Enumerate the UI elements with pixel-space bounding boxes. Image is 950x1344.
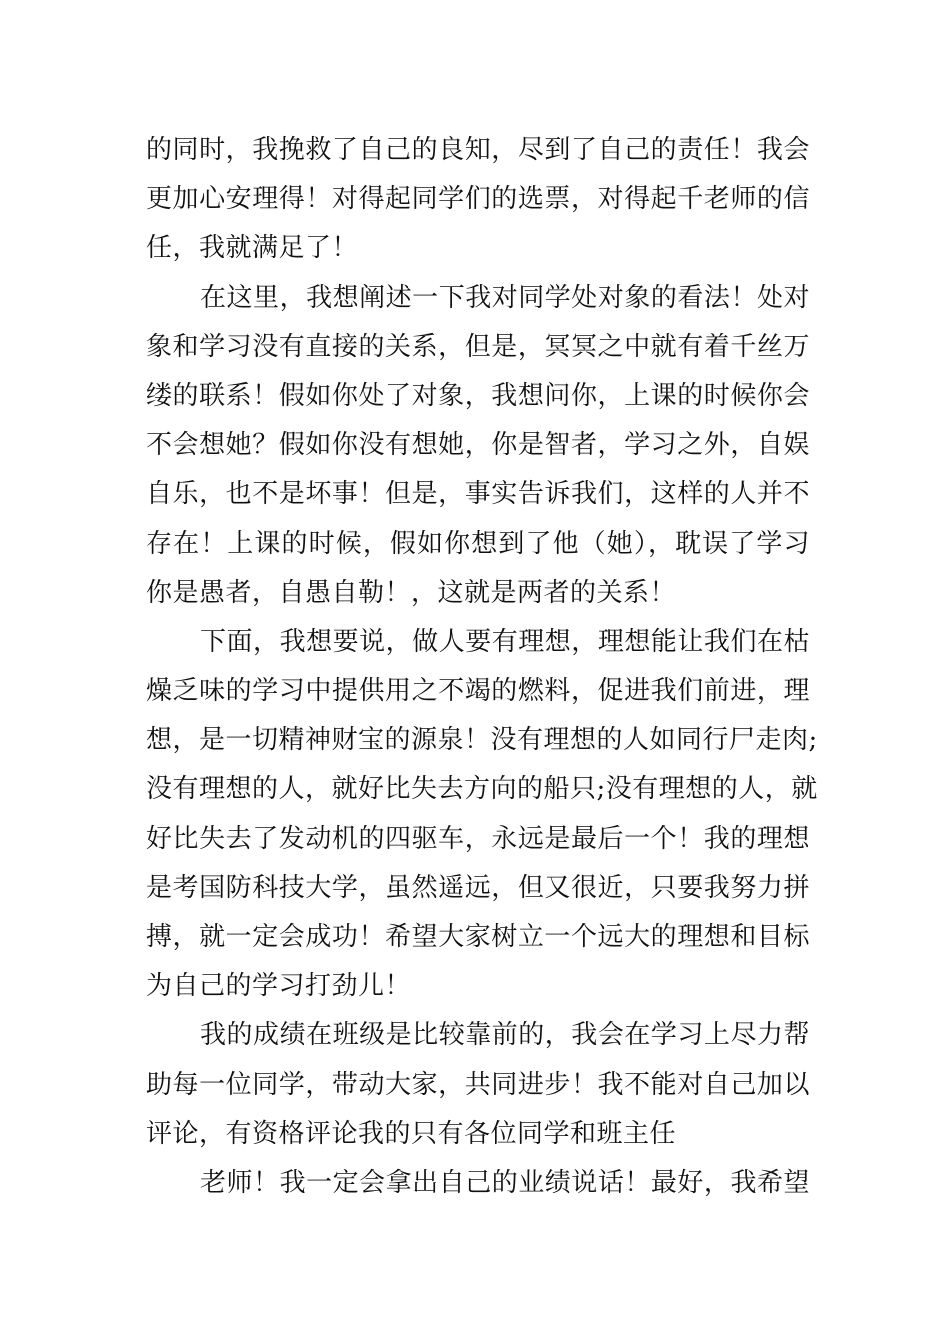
text-line: 搏，就一定会成功！希望大家树立一个远大的理想和目标 [146, 922, 810, 952]
text-line: 助每一位同学，带动大家，共同进步！我不能对自己加以 [146, 1069, 810, 1100]
paragraph-start-line: 在这里，我想阐述一下我对同学处对象的看法！处对 [200, 282, 810, 313]
text-line: 自乐，也不是坏事！但是，事实告诉我们，这样的人并不 [146, 479, 810, 510]
text-line: 没有理想的人，就好比失去方向的船只;没有理想的人，就 [146, 774, 818, 805]
text-line: 你是愚者，自愚自勒！，这就是两者的关系！ [146, 577, 677, 608]
text-line: 象和学习没有直接的关系，但是，冥冥之中就有着千丝万 [146, 331, 810, 362]
text-line: 任，我就满足了！ [146, 233, 359, 264]
document-body [146, 126, 818, 1208]
text-line: 存在！上课的时候，假如你想到了他（她），耽误了学习 [146, 528, 810, 559]
text-line: 的同时，我挽救了自己的良知，尽到了自己的责任！我会 [146, 135, 810, 165]
text-line: 不会想她？假如你没有想她，你是智者，学习之外，自娱 [146, 430, 810, 461]
text-line: 评论，有资格评论我的只有各位同学和班主任 [146, 1118, 677, 1149]
text-line: 缕的联系！假如你处了对象，我想问你，上课的时候你会 [146, 380, 810, 411]
text-line: 是考国防科技大学，虽然遥远，但又很近，只要我努力拼 [146, 872, 810, 903]
text-line: 好比失去了发动机的四驱车，永远是最后一个！我的理想 [146, 823, 810, 854]
paragraph-start-line: 下面，我想要说，做人要有理想，理想能让我们在枯 [200, 626, 810, 657]
text-line: 燥乏味的学习中提供用之不竭的燃料，促进我们前进，理 [146, 676, 810, 707]
text-line: 为自己的学习打劲儿！ [146, 971, 412, 1002]
paragraph-start-line: 老师！我一定会拿出自己的业绩说话！最好，我希望 [200, 1167, 810, 1198]
paragraph-start-line: 我的成绩在班级是比较靠前的，我会在学习上尽力帮 [200, 1020, 810, 1051]
text-line: 更加心安理得！对得起同学们的选票，对得起千老师的信 [146, 184, 810, 215]
text-line: 想，是一切精神财宝的源泉！没有理想的人如同行尸走肉; [146, 725, 818, 756]
